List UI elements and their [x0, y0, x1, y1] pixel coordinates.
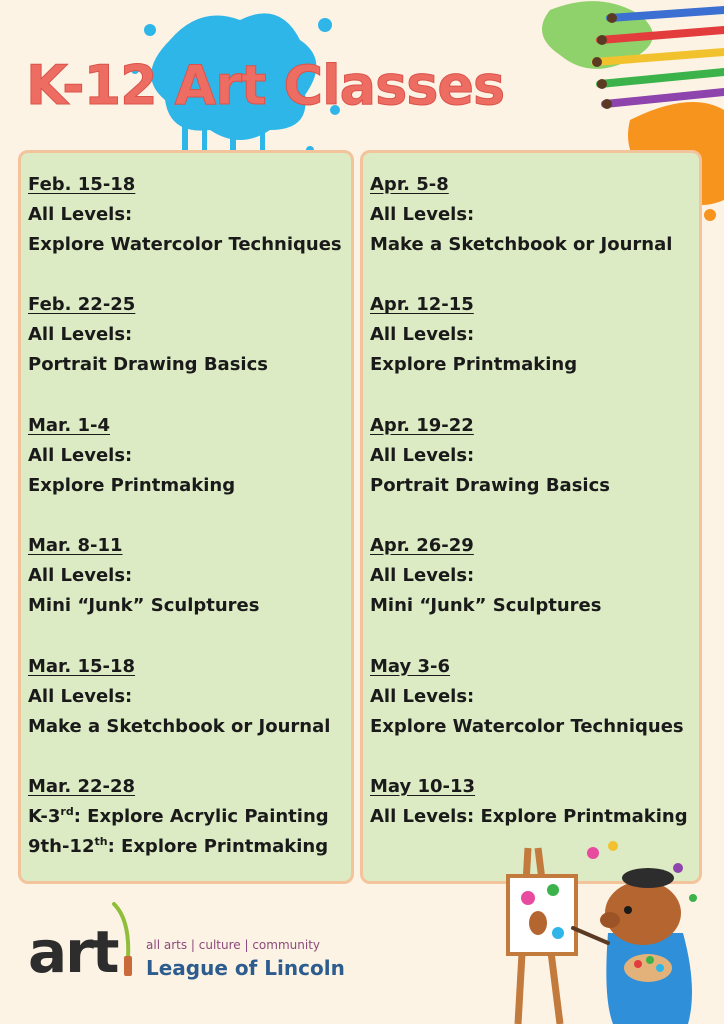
class-title: Make a Sketchbook or Journal [28, 715, 331, 737]
class-title: Mini “Junk” Sculptures [370, 595, 602, 617]
class-title: Portrait Drawing Basics [28, 354, 268, 376]
logo-name: League of Lincoln [146, 956, 345, 980]
class-entry [370, 290, 699, 410]
class-entry [370, 170, 699, 290]
logo-mark: art [28, 918, 118, 986]
class-title: Mini “Junk” Sculptures [28, 595, 260, 617]
class-entry [28, 652, 351, 772]
class-entry [370, 652, 699, 772]
class-level: All Levels: [28, 565, 133, 587]
class-entry [370, 531, 699, 651]
class-level: All Levels: [28, 444, 133, 466]
class-date: Apr. 12-15 [370, 294, 474, 316]
class-date: Mar. 8-11 [28, 535, 123, 557]
class-date: May 10-13 [370, 775, 476, 797]
class-title: Explore Watercolor Techniques [370, 715, 684, 737]
class-entry [28, 170, 351, 290]
class-title: Explore Watercolor Techniques [28, 234, 342, 255]
class-entry [28, 290, 351, 410]
class-date: May 3-6 [370, 655, 451, 677]
class-level: All Levels: [370, 444, 475, 466]
class-title: Portrait Drawing Basics [370, 474, 610, 496]
class-entry [28, 772, 351, 892]
class-level: All Levels: [28, 685, 133, 707]
class-title: Make a Sketchbook or Journal [370, 234, 673, 255]
class-date: Mar. 15-18 [28, 655, 136, 677]
class-line-k3: K-3rd: Explore Acrylic Painting [28, 804, 329, 827]
class-level: All Levels: [28, 324, 133, 346]
class-level: All Levels: [370, 204, 475, 225]
schedule-panel-left [18, 150, 354, 884]
class-date: Feb. 22-25 [28, 294, 136, 316]
class-level: All Levels: [370, 324, 475, 346]
capybara-painter-icon [498, 838, 708, 1024]
class-entry [28, 411, 351, 531]
class-level: All Levels: [370, 685, 475, 707]
class-date: Apr. 26-29 [370, 535, 474, 557]
class-date: Apr. 5-8 [370, 174, 449, 195]
class-date: Mar. 22-28 [28, 775, 136, 797]
class-title: Explore Printmaking [370, 354, 578, 376]
class-date: Mar. 1-4 [28, 414, 110, 436]
class-line-9-12: 9th-12th: Explore Printmaking [28, 834, 329, 857]
class-level: All Levels: [370, 565, 475, 587]
class-level: All Levels: [28, 204, 133, 225]
class-entry [28, 531, 351, 651]
logo-tagline: all arts | culture | community [146, 938, 320, 952]
class-date: Feb. 15-18 [28, 174, 136, 195]
page-title: K-12 Art Classes [26, 54, 505, 117]
class-title: Explore Printmaking [28, 474, 236, 496]
schedule-panel-right [360, 150, 702, 884]
class-date: Apr. 19-22 [370, 414, 474, 436]
class-title: All Levels: Explore Printmaking [370, 805, 688, 827]
class-entry [370, 411, 699, 531]
